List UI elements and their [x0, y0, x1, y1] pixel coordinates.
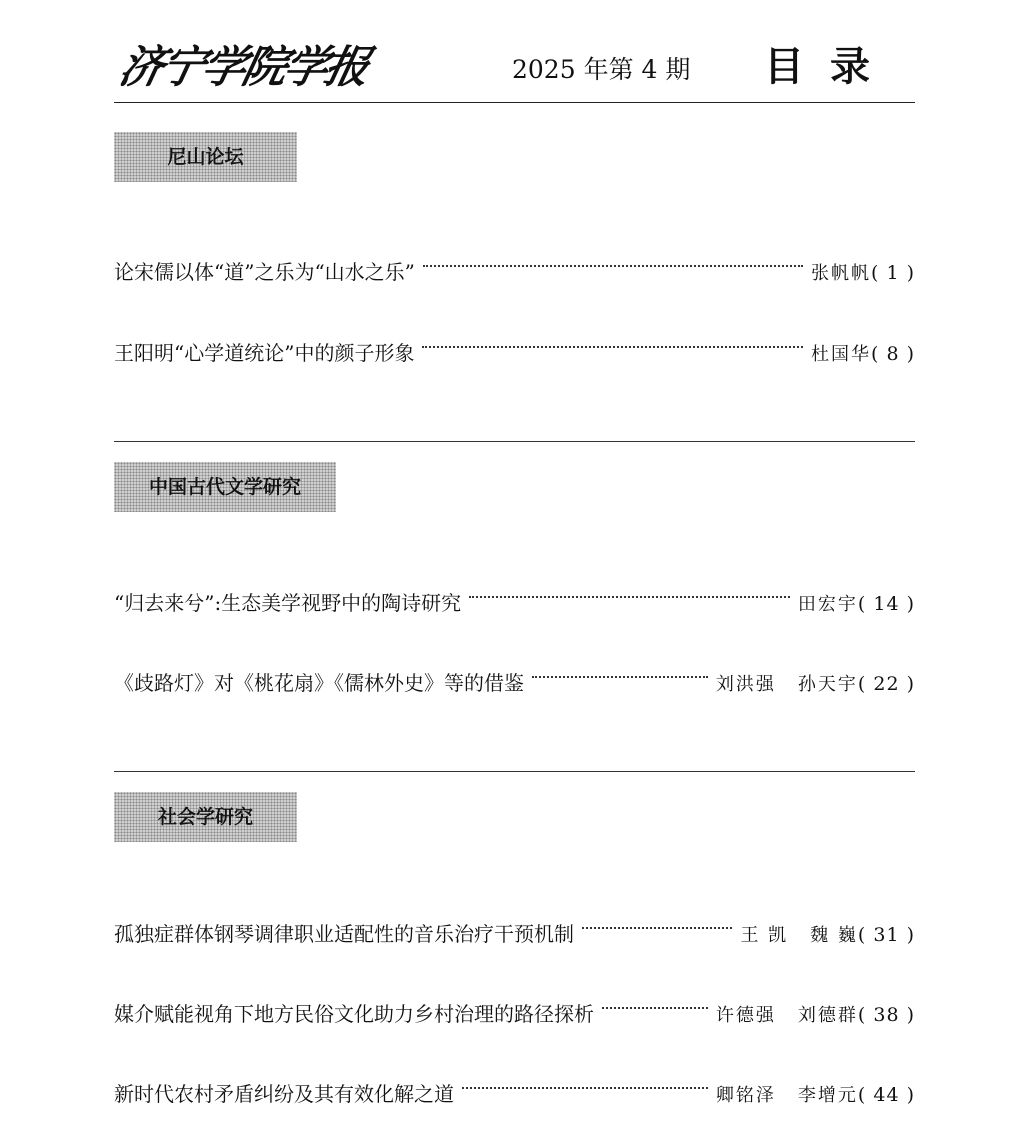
entry-title[interactable]: 新时代农村矛盾纠纷及其有效化解之道: [114, 1082, 454, 1106]
entry-page: ( 38 ): [857, 1004, 915, 1026]
author: 刘洪强: [715, 674, 776, 695]
toc-entry[interactable]: [114, 257, 915, 287]
dot-leader: [469, 596, 790, 598]
entry-page: ( 14 ): [857, 593, 915, 615]
author: 田宏宇: [797, 594, 858, 615]
entry-page: ( 22 ): [857, 673, 915, 695]
section-title: 中国古代文学研究: [114, 462, 336, 512]
author: 张帆帆: [811, 263, 871, 284]
journal-logo: 济宁学院学报: [114, 42, 372, 93]
author: 孙天宇: [797, 674, 858, 695]
entry-title[interactable]: 《歧路灯》对《桃花扇》《儒林外史》等的借鉴: [114, 671, 524, 695]
dot-leader: [602, 1007, 708, 1009]
author: 杜国华: [811, 344, 871, 365]
section-title: 尼山论坛: [114, 132, 297, 182]
journal-header: [114, 36, 915, 103]
section-divider: [114, 771, 915, 772]
entry-title[interactable]: “归去来兮”:生态美学视野中的陶诗研究: [114, 591, 462, 615]
toc-entry[interactable]: [114, 668, 915, 698]
entry-page: ( 31 ): [857, 924, 915, 946]
toc-entry[interactable]: [114, 1079, 915, 1109]
section-title: 社会学研究: [114, 792, 297, 842]
author: 许德强: [715, 1005, 776, 1026]
section-divider: [114, 441, 915, 442]
toc-entry[interactable]: [114, 338, 915, 368]
dot-leader: [582, 927, 732, 929]
entry-title[interactable]: 孤独症群体钢琴调律职业适配性的音乐治疗干预机制: [114, 922, 574, 946]
entry-authors: [798, 590, 858, 620]
dot-leader: [532, 676, 708, 678]
dot-leader: [423, 265, 803, 267]
toc-entry[interactable]: [114, 999, 915, 1029]
author: 卿铭泽: [715, 1085, 776, 1106]
toc-title: 目录: [764, 43, 896, 90]
entry-page: ( 8 ): [871, 343, 915, 365]
entry-title[interactable]: 论宋儒以体“道”之乐为“山水之乐”: [114, 260, 415, 284]
toc-entry[interactable]: [114, 919, 915, 949]
entry-authors: [716, 1001, 858, 1031]
entry-authors: [716, 1081, 858, 1111]
author: 王 凯: [740, 925, 789, 946]
entry-authors: [811, 259, 871, 289]
dot-leader: [422, 346, 803, 348]
dot-leader: [462, 1087, 708, 1089]
entry-page: ( 44 ): [857, 1084, 915, 1106]
issue-number: 2025 年第 4 期: [512, 55, 691, 84]
author: 李增元: [797, 1085, 858, 1106]
author: 魏 巍: [810, 925, 858, 946]
entry-authors: [716, 670, 858, 700]
toc-entry[interactable]: [114, 588, 915, 618]
entry-title[interactable]: 王阳明“心学道统论”中的颜子形象: [114, 341, 415, 365]
entry-page: ( 1 ): [871, 262, 915, 284]
entry-title[interactable]: 媒介赋能视角下地方民俗文化助力乡村治理的路径探析: [114, 1002, 594, 1026]
entry-authors: [811, 340, 871, 370]
author: 刘德群: [797, 1005, 858, 1026]
entry-authors: [740, 921, 857, 951]
